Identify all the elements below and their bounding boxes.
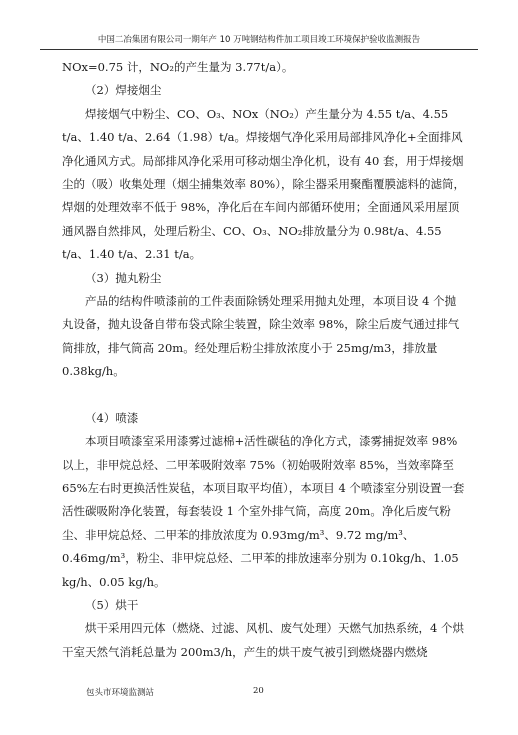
heading-drying: （5）烘干 [85,597,139,612]
heading-shot-blasting-dust: （3）抛丸粉尘 [85,270,162,285]
heading-welding-fume: （2）焊接烟尘 [85,83,162,98]
document-body [62,56,467,664]
heading-spray-painting: （4）喷漆 [85,410,139,425]
paragraph-welding-fume: 焊接烟气中粉尘、CO、O₃、NOx（NO₂）产生量分为 4.55 t/a、4.55 t/a、1.40 t/a、2.64（1.98）t/a。焊接烟气净化采用局部排风净化+全面排风净化通风方式。局部排风净化采用可移动烟尘净化机，设有 40 套，用于焊接烟尘的（吸）收集处理（烟尘捕集效率 80%），除尘器采用聚酯覆膜滤料的滤筒，焊烟的处理效率不低于 98%，净化后在车间内部循环使用；全面通风采用屋顶通风器自然排风，处理后粉尘、CO、O₃、NO₂排放量分为 0.98t/a、4.55 t/a、1.40 t/a、2.31 t/a。 [62,106,465,262]
page-header: 中国二冶集团有限公司一期年产 10 万吨钢结构件加工项目竣工环境保护验收监测报告 [40,34,478,50]
paragraph-spray-painting: 本项目喷漆室采用漆雾过滤棉+活性碳毡的净化方式，漆雾捕捉效率 98%以上，非甲烷总烃、二甲苯吸附效率 75%（初始吸附效率 85%，当效率降至 65%左右时更换活性炭毡，本项目取平均值），本项目 4 个喷漆室分别设置一套活性碳吸附净化装置，每套装设 1 个室外排气筒，高度 20m。净化后废气粉尘、非甲烷总烃、二甲苯的排放浓度为 0.93mg/m³、9.72 mg/m³、0.46mg/m³，粉尘、非甲烷总烃、二甲苯的排放速率分别为 0.10kg/h、1.05 kg/h、0.05 kg/h。 [62,434,465,589]
paragraph-gap [62,384,467,407]
paragraph-shot-blasting-dust: 产品的结构件喷漆前的工件表面除锈处理采用抛丸处理，本项目设 4 个抛丸设备，抛丸设备自带布袋式除尘装置，除尘效率 98%，除尘后废气通过排气筒排放，排气筒高 20m。经处理后粉尘排放浓度小于 25mg/m3，排放量 0.38kg/h。 [62,294,460,379]
page-number: 20 [253,686,264,696]
paragraph-nox-conversion: NOx=0.75 计，NO₂的产生量为 3.77t/a）。 [62,60,294,74]
footer-organization: 包头市环境监测站 [86,688,155,698]
paragraph-drying: 烘干采用四元体（燃烧、过滤、风机、废气处理）天燃气加热系统，4 个烘干室天然气消耗总量为 200m3/h，产生的烘干废气被引到燃烧器内燃烧 [62,621,464,659]
